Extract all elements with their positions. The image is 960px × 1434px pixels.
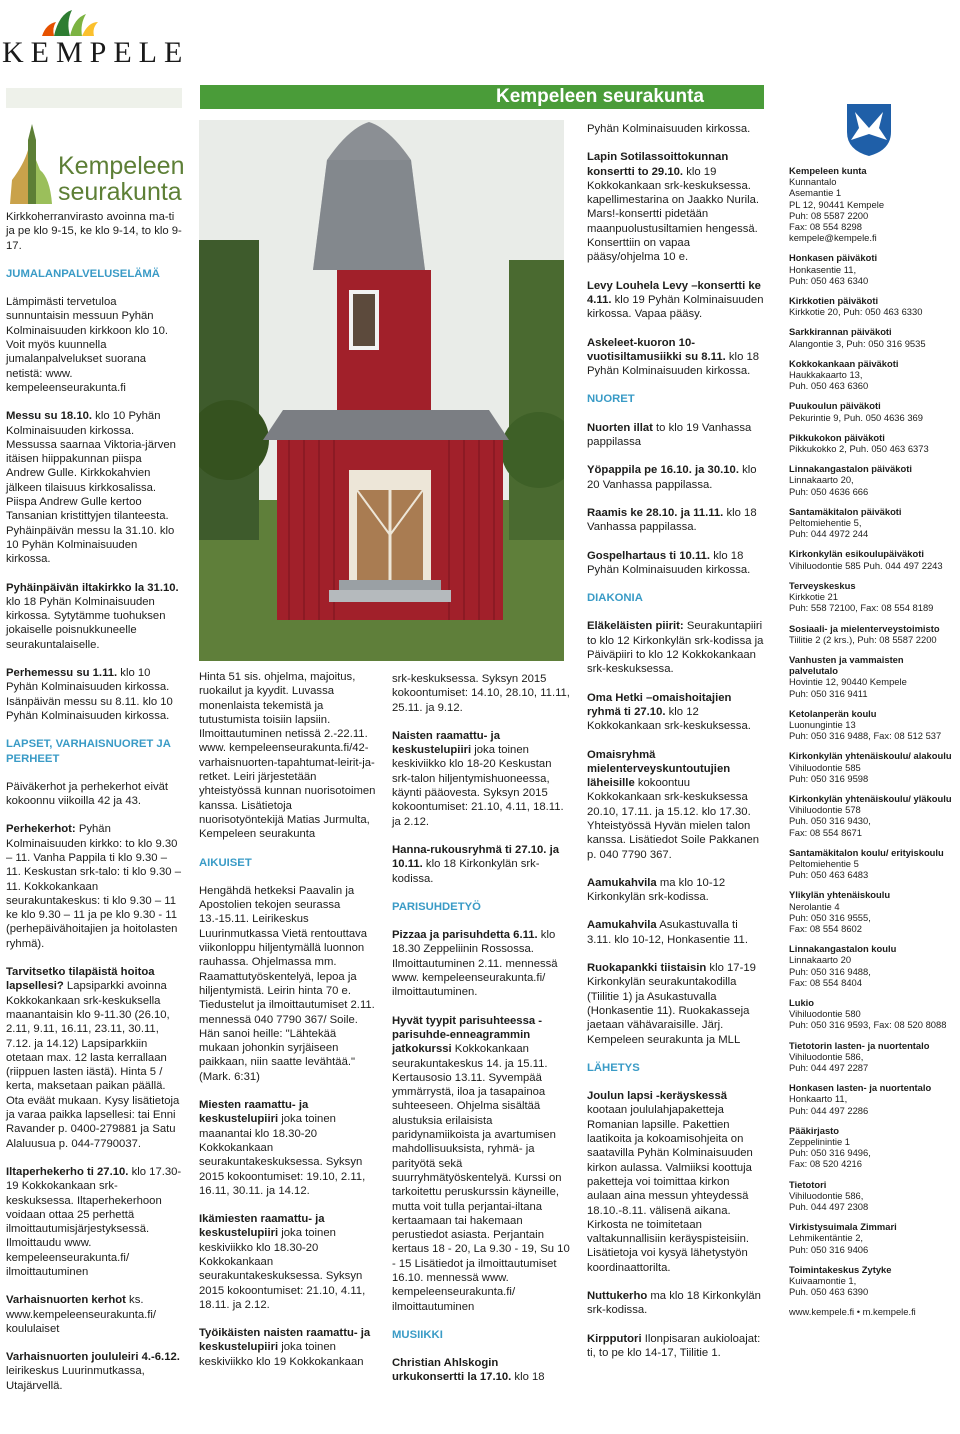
directory-entry xyxy=(789,847,955,881)
oma-hetki-title: Oma Hetki –omaishoitajien ryhmä ti 27.10. xyxy=(587,691,732,718)
directory-entry-line: Vihiluodontie 580 xyxy=(789,1008,861,1020)
directory-entry-line: Fax: 08 554 8671 xyxy=(789,826,862,838)
seurakunta-logo-line2: seurakunta xyxy=(58,178,182,206)
hyvat-tyypit-item xyxy=(392,1014,570,1314)
directory-entry-line: Puh: 050 316 9406 xyxy=(789,1243,869,1255)
aamukahvila-2-title: Aamukahvila xyxy=(587,919,657,932)
kirpputori-text: Ilonpisaran aukioloajat: ti, to pe klo 14-17, Tiilitie 1. xyxy=(587,1332,761,1359)
directory-entry-line: Puh: 050 4636 666 xyxy=(789,485,869,497)
ruokapankki-item xyxy=(587,961,765,1047)
nuorten-illat-title: Nuorten illat xyxy=(587,421,653,434)
hanna-title: Hanna-rukousryhmä ti 27.10. ja 10.11. xyxy=(392,843,560,871)
directory-entry-title: Vanhusten ja vammaisten palvelutalo xyxy=(789,653,904,677)
heading-musiikki: MUSIIKKI xyxy=(392,1328,443,1341)
messu-item xyxy=(6,409,182,566)
column-2 xyxy=(199,670,377,1383)
gospel-item xyxy=(587,549,765,578)
directory-entry-line: Hovintie 12, 90440 Kempele xyxy=(789,676,907,688)
leiri-info-text: Hinta 51 sis. ohjelma, majoitus, ruokailut ja kyydit. Luvassa monenlaista tekemistä ja tutustumista toisiin lapsiin. Ilmoittautuminen netissä 2.-22.11. www. kempeleenseurakunta.fi/42-varhaisnuorten-tapahtumat-leirit-ja-retket. Leiri järjestetään yhteistyössä kunnan nuorisotoimen kanssa. Lisätietoja nuorisotyöntekijä Matias Jurmulta, Kempeleen seurakunta xyxy=(199,671,376,841)
lapin-title: Lapin Sotilassoittokunnan konsertti to 29.10. xyxy=(587,151,729,178)
directory-entry-title: Lukio xyxy=(789,996,814,1008)
directory-entry-title: Honkasen lasten- ja nuortentalo xyxy=(789,1082,932,1094)
directory-entry-line: Fax: 08 554 8404 xyxy=(789,976,862,988)
directory-entry-line: Alangontie 3, Puh: 050 316 9535 xyxy=(789,337,926,349)
pizza-text: klo 18.30 Zeppeliinin Rossossa. Ilmoittautuminen 2.11. mennessä www. kempeleenseurakunta.fi/ ilmoittautuminen. xyxy=(392,929,558,999)
directory-entry-line: Pekurintie 9, Puh. 050 4636 369 xyxy=(789,411,923,423)
lapin-text: klo 19 Kokkokankaan srk-keskuksessa. kapellimestarina on Jaakko Nurila. Mars!-konsertti pidetään maanpuolustusiltamien hengessä. Konserttiin on vapaa pääsy/ohjelma 10 e. xyxy=(587,165,760,264)
directory-entry-line: Vihiluodontie 585 xyxy=(789,761,861,773)
directory-entry-line: Puh: 044 497 2286 xyxy=(789,1104,869,1116)
omaisryhma-text: kokoontuu Kokkokankaan srk-keskuksessa 20.10, 17.11. ja 15.12. klo 17.30. Yhteistyössä Hyvän mielen talon kanssa. Lisätiedot Soile Pakkanen p. 040 7790 367. xyxy=(587,777,760,861)
heading-lahetys: LÄHETYS xyxy=(587,1061,640,1074)
varhaisnuorten-kerhot-title: Varhaisnuorten kerhot xyxy=(6,1294,126,1307)
directory-entry-line: Zeppelinintie 1 xyxy=(789,1136,850,1148)
kirpputori-title: Kirpputori xyxy=(587,1332,642,1345)
directory-entry-line: Puh: 558 72100, Fax: 08 554 8189 xyxy=(789,602,934,614)
directory-entry-title: Santamäkitalon päiväkoti xyxy=(789,505,902,517)
directory-entry-title: Santamäkitalon koulu/ erityiskoulu xyxy=(789,846,944,858)
oma-hetki-text: klo 12 Kokkokankaan srk-keskuksessa. xyxy=(587,705,751,733)
urkukonsertti-item xyxy=(392,1356,570,1385)
hyvat-tyypit-text: Kokkokankaan seurakuntakeskus 14. ja 15.11. Kertausosio 13.11. Syvempää ymmärrystä, iloa ja tasapainoa suhteeseen. Ohjelma sisältää alustuksia erilaisista paridynamiikoista ja avartumisen mahdollisuuksista, ryhmä- ja parityötä sekä suurryhmätyöskentelyä. Kurssi on tarkoitettu peruskurssin käyneille, mutta voit tulla perjantai-iltana kertaamaan tai hakemaan perustiedot asiasta. Perjantain kertaus 18 - 20, La 9.30 - 19, Su 10 - 15 Lisätiedot ja ilmoittautumiset 16.10. mennessä www. kempeleenseurakunta.fi/ ilmoittautuminen xyxy=(392,1043,570,1313)
miesten-piiri-text: joka toinen maanantai klo 18.30-20 Kokkokankaan seurakuntakeskuksessa. Syksyn 2015 kokoontumiset: 19.10, 2.11, 16.11, 30.11. ja 14.12. xyxy=(199,1113,366,1197)
directory-entry xyxy=(789,708,955,742)
directory-entry-line: Tiilitie 2 (2 krs.), Puh: 08 5587 2200 xyxy=(789,633,937,645)
nuorten-illat-item xyxy=(587,421,765,450)
tyoikaisten-piiri-item xyxy=(199,1326,377,1369)
directory-entry-line: Puh: 050 316 9496, xyxy=(789,1147,871,1159)
joulun-lapsi-title: Joulun lapsi -keräyskessä xyxy=(587,1090,728,1103)
directory-entry-title: Pikkukokon päiväkoti xyxy=(789,431,885,443)
joulun-lapsi-text: kootaan joululahjapaketteja Romanian lapsille. Pakettien laatikoita ja kokoamisohjeita on saatavilla Pyhän Kolminaisuuden kirkon aulassa. Valmiiksi koottuja paketteja voi toimittaa kirkon aulaan aina messun yhteydessä 18.10.-8.11. välisenä aikana. Kirkosta ne toimitetaan valtakunnallisiin keräyspisteisiin. Lisätietoja voi kysyä lähetystyön koordinaattorilta. xyxy=(587,1104,753,1274)
nuorten-illat-text: to klo 19 Vanhassa pappilassa xyxy=(587,421,752,449)
directory-entry xyxy=(789,1125,955,1170)
heading-diakonia: DIAKONIA xyxy=(587,592,643,605)
yopappila-item xyxy=(587,463,765,492)
directory-entry-title: Ketolanperän koulu xyxy=(789,707,877,719)
directory-entry-line: Linnakaarto 20, xyxy=(789,474,854,486)
directory-entry xyxy=(789,1221,955,1255)
heading-parisuhdetyo: PARISUHDETYÖ xyxy=(392,900,481,913)
directory-entry-title: Kirkonkylän esikoulupäiväkoti xyxy=(789,548,924,560)
directory-entry xyxy=(789,623,955,645)
tyoikaisten-piiri-text: joka toinen keskiviikko klo 19 Kokkokankaan xyxy=(199,1341,364,1368)
omaisryhma-title: Omaisryhmä mielenterveyskuntoutujien läheisille xyxy=(587,748,731,790)
directory-entry-title: Kokkokankaan päiväkoti xyxy=(789,357,899,369)
contact-directory xyxy=(789,165,955,1327)
iltaperhekerho-item xyxy=(6,1165,182,1279)
hanna-text: klo 18 Kirkonkylän srk-kodissa. xyxy=(392,858,540,885)
directory-entry xyxy=(789,400,955,422)
directory-entry-line: Linnakaarto 20 xyxy=(789,954,852,966)
header-strip xyxy=(6,88,182,108)
directory-entry-title: Kirkonkylän yhtenäiskoulu/ alakoulu xyxy=(789,750,952,762)
directory-entry-line: Vihiluodontie 586, xyxy=(789,1189,864,1201)
perhemessu-title: Perhemessu su 1.11. xyxy=(6,667,118,680)
directory-entry-line: Puh: 050 316 9593, Fax: 08 520 8088 xyxy=(789,1019,947,1031)
heading-aikuiset: AIKUISET xyxy=(199,856,252,869)
directory-entry-line: Honkaarto 11, xyxy=(789,1093,848,1105)
directory-entry-title: Linnakangastalon päiväkoti xyxy=(789,463,912,475)
naisten-piiri-text: joka toinen keskiviikko klo 18-20 Keskustan srk-talon hiljentymishuoneessa, käynti pääovesta. Syksyn 2015 kokoontumiset: 21.10, 4.11, 18.11. ja 2.12. xyxy=(392,744,564,828)
directory-entry-line: PL 12, 90441 Kempele xyxy=(789,198,885,210)
kokoontumiset-text: srk-keskuksessa. Syksyn 2015 kokoontumiset: 14.10, 28.10, 11.11, 25.11. ja 9.12. xyxy=(392,673,570,714)
directory-entry-title: Puukoulun päiväkoti xyxy=(789,400,881,412)
column-4 xyxy=(587,122,765,1374)
directory-entry-line: Puh. 050 316 9430, xyxy=(789,815,871,827)
directory-entry-line: Pikkukokko 2, Puh. 050 463 6373 xyxy=(789,443,929,455)
directory-entry-line: Puh. 050 463 6390 xyxy=(789,1286,869,1298)
directory-entry xyxy=(789,889,955,934)
aamukahvila-1-text: ma klo 10-12 Kirkonkylän srk-kodissa. xyxy=(587,876,726,904)
hyvat-tyypit-title: Hyvät tyypit parisuhteessa - parisuhde-enneagrammin jatkokurssi xyxy=(392,1014,543,1056)
directory-entry xyxy=(789,943,955,988)
directory-entry-title: Kirkkotien päiväkoti xyxy=(789,295,879,307)
aamukahvila-2-text: Asukastuvalla ti 3.11. klo 10-12, Honkasentie 11. xyxy=(587,919,748,946)
directory-entry-line: Puh: 050 316 9598 xyxy=(789,772,869,784)
directory-entry-line: kempele@kempele.fi xyxy=(789,232,877,244)
elakelaiset-item xyxy=(587,619,765,676)
perhemessu-text: klo 10 Pyhän Kolminaisuuden kirkossa. Isänpäivän messu su 8.11. klo 10 Pyhän Kolminaisuuden kirkossa. xyxy=(6,667,173,722)
urkukonsertti-text: klo 18 xyxy=(511,1371,545,1384)
office-hours-text: Kirkkoherranvirasto avoinna ma-ti ja pe klo 9-15, ke klo 9-14, to klo 9-17. xyxy=(6,211,182,252)
ikamiesten-piiri-title: Ikämiesten raamattu- ja keskustelupiiri xyxy=(199,1213,325,1240)
levy-title: Levy Louhela Levy –konsertti ke 4.11. xyxy=(587,279,761,306)
gospel-title: Gospelhartaus ti 10.11. xyxy=(587,549,711,562)
directory-entry xyxy=(789,1264,955,1298)
miesten-piiri-item xyxy=(199,1098,377,1198)
directory-entry-line: Fax: 08 554 8602 xyxy=(789,922,862,934)
directory-entry-line: Luonungintie 13 xyxy=(789,718,856,730)
directory-entry xyxy=(789,1179,955,1213)
kempele-crest-icon xyxy=(845,102,893,163)
heading-lapset: LAPSET, VARHAISNUORET JA PERHEET xyxy=(6,738,171,765)
naisten-piiri-item xyxy=(392,729,570,829)
elakelaiset-title: Eläkeläisten piirit: xyxy=(587,620,684,633)
website-footer[interactable]: www.kempele.fi • m.kempele.fi xyxy=(789,1306,916,1318)
column-1 xyxy=(6,210,182,1407)
nuttukerho-text: ma klo 18 Kirkonkylän srk-kodissa. xyxy=(587,1290,761,1317)
ikamiesten-piiri-text: joka toinen keskiviikko klo 18.30-20 Kokkokankaan seurakuntakeskuksessa. Syksyn 2015 kokoontumiset: 21.10, 4.11, 18.11. ja 2.12. xyxy=(199,1227,366,1311)
miesten-piiri-title: Miesten raamattu- ja keskustelupiiri xyxy=(199,1099,309,1126)
directory-entry xyxy=(789,793,955,838)
directory-entry-line: Puh. 050 463 6360 xyxy=(789,380,869,392)
raamis-title: Raamis ke 28.10. ja 11.11. xyxy=(587,506,724,519)
elakelaiset-text: Seurakuntapiiri to klo 12 Kirkonkylän srk-kodissa ja Päiväpiiri to klo 12 Kokkokankaan srk-keskuksessa. xyxy=(587,620,764,676)
directory-entry xyxy=(789,326,955,348)
directory-entry-title: Pääkirjasto xyxy=(789,1124,840,1136)
directory-entry-title: Tietotorin lasten- ja nuortentalo xyxy=(789,1039,930,1051)
directory-entry xyxy=(789,1040,955,1074)
perhemessu-item xyxy=(6,666,182,723)
iltaperhekerho-title: Iltaperhekerho ti 27.10. xyxy=(6,1165,129,1178)
directory-entry-line: Puh: 050 316 9488, xyxy=(789,965,871,977)
directory-entry xyxy=(789,432,955,454)
perhekerhot-title: Perhekerhot: xyxy=(6,823,76,836)
iltakirkko-text: klo 18 Pyhän Kolminaisuuden kirkossa. Sytytämme tuohuksen jokaiselle poisnukkuneelle seurakuntalaiselle. xyxy=(6,595,166,651)
directory-entry-line: Puh: 050 316 9411 xyxy=(789,687,868,699)
seurakunta-logo xyxy=(6,120,185,210)
tyoikaisten-piiri-title: Työikäisten naisten raamattu- ja keskustelupiiri xyxy=(199,1327,371,1354)
directory-entry-title: Sosiaali- ja mielenterveystoimisto xyxy=(789,622,940,634)
directory-entry-title: Honkasen päiväkoti xyxy=(789,252,878,264)
hanna-item xyxy=(392,843,570,886)
directory-entry-title: Kempeleen kunta xyxy=(789,165,867,176)
gospel-text: klo 18 Pyhän Kolminaisuuden kirkossa. xyxy=(587,549,751,576)
directory-entry-line: Peltomiehentie 5, xyxy=(789,517,862,529)
raamis-text: klo 18 Vanhassa pappilassa. xyxy=(587,506,757,534)
directory-entry xyxy=(789,295,955,317)
askeleet-text: klo 18 Pyhän Kolminaisuuden kirkossa. xyxy=(587,350,760,378)
directory-entry-line: Puh: 044 497 2287 xyxy=(789,1062,869,1073)
directory-entry-title: Kirkonkylän yhtenäiskoulu/ yläkoulu xyxy=(789,792,952,804)
seurakunta-logo-line1: Kempeleen xyxy=(58,152,185,180)
directory-entry-line: Peltomiehentie 5 xyxy=(789,857,859,869)
jumalanpalvelus-text: Lämpimästi tervetuloa sunnuntaisin messuun Pyhän Kolminaisuuden kirkkoon klo 10. Voit myös kuunnella jumalanpalvelukset suorana netistä: www. kempeleenseurakunta.fi xyxy=(6,296,169,394)
levy-item xyxy=(587,279,765,322)
directory-entry-line: Asemantie 1 xyxy=(789,187,842,199)
pizza-item xyxy=(392,928,570,999)
tarvitsetko-item xyxy=(6,965,182,1151)
directory-entry-line: Puh. 044 497 2308 xyxy=(789,1201,869,1213)
urkukonsertti-title: Christian Ahlskogin urkukonsertti la 17.10. xyxy=(392,1357,512,1384)
directory-entry xyxy=(789,997,955,1031)
joululeiri-item xyxy=(6,1350,182,1393)
directory-entry-line: Fax: 08 554 8298 xyxy=(789,221,862,233)
directory-entry-title: Terveyskeskus xyxy=(789,579,856,591)
tarvitsetko-title: Tarvitsetko tilapäistä hoitoa lapsellesi? xyxy=(6,966,155,993)
directory-entry-line: Vihiluodontie 585 Puh. 044 497 2243 xyxy=(789,559,943,571)
church-photo xyxy=(199,120,564,661)
nuttukerho-title: Nuttukerho xyxy=(587,1290,648,1302)
yopappila-text: klo 20 Vanhassa pappilassa. xyxy=(587,464,757,491)
directory-entry-line: Kirkkotie 20, Puh: 050 463 6330 xyxy=(789,306,923,318)
aikuiset-text: Hengähdä hetkeksi Paavalin ja Apostolien tekojen seurassa 13.-15.11. Leirikeskus Luurinmutkassa Vietä rentouttava viikonloppu hiljentymällä luonnon rauhassa. Ohjelmassa mm. Raamattutyöskentelyä, lepoa ja hiljentymistä. Leirin hinta 70 e. Tiedustelut ja ilmoittautumiset 2.11. mennessä 040 7790 367/ Soile. Hän sanoi heille: "Lähtekää mukaan johonkin syrjäiseen paikkaan, niin saatte levähtää." (Mark. 6:31) xyxy=(199,884,375,1083)
section-banner xyxy=(200,85,764,109)
directory-entry-line: Puh: 050 463 6483 xyxy=(789,869,869,881)
raamis-item xyxy=(587,506,765,535)
directory-entry-title: Linnakangastalon koulu xyxy=(789,943,897,955)
directory-entry xyxy=(789,580,955,614)
directory-entry-line: Honkasentie 11, xyxy=(789,263,857,275)
iltaperhekerho-text: klo 17.30-19 Kokkokankaan srk-keskuksessa. Iltaperhekerhoon voidaan ottaa 25 perhettä ilmoittautumisjärjestyksessä. Ilmoittaudu www. kempeleenseurakunta.fi/ ilmoittautuminen xyxy=(6,1165,182,1278)
varhaisnuorten-kerhot-item xyxy=(6,1293,182,1336)
oma-hetki-item xyxy=(587,691,765,734)
askeleet-item xyxy=(587,336,765,379)
directory-entry-title: Toimintakeskus Zytyke xyxy=(789,1263,892,1275)
ruokapankki-text: klo 17-19 Kirkonkylän seurakuntakodilla (Tiilitie 1) ja Asukastuvalla (Honkasentie 11). Ruokakasseja jaetaan vähävaraisille. Järj. Kempeleen seurakunta ja MLL xyxy=(587,962,756,1046)
directory-entry-line: Vihiluodontie 578 xyxy=(789,804,861,816)
heading-jumalanpalveluselama: JUMALANPALVELUSELÄMÄ xyxy=(6,267,160,280)
directory-entry-line: Lehmikentäntie 2, xyxy=(789,1232,864,1244)
yopappila-title: Yöpappila pe 16.10. ja 30.10. xyxy=(587,464,739,477)
perhekerhot-item xyxy=(6,822,182,951)
directory-entry-title: Tietotori xyxy=(789,1178,827,1190)
directory-entry-title: Ylikylän yhtenäiskoulu xyxy=(789,889,891,901)
directory-entry xyxy=(789,165,955,243)
aamukahvila-1-title: Aamukahvila xyxy=(587,876,657,889)
aamukahvila-1-item xyxy=(587,876,765,905)
lapset-text: Päiväkerhot ja perhekerhot eivät kokoonnu viikoilla 42 ja 43. xyxy=(6,780,169,808)
directory-entry xyxy=(789,654,955,699)
brand-wordmark: KEMPELE xyxy=(2,36,190,69)
directory-entry-line: Vihiluodontie 586, xyxy=(789,1050,864,1062)
directory-entry-title: Virkistysuimala Zimmari xyxy=(789,1221,897,1233)
banner-title: Kempeleen seurakunta xyxy=(495,86,704,107)
naisten-piiri-title: Naisten raamattu- ja keskustelupiiri xyxy=(392,729,500,757)
directory-entry-line: Puh: 050 316 9555, xyxy=(789,911,871,923)
directory-entry-line: Haukkakaarto 13, xyxy=(789,369,863,381)
lapin-item xyxy=(587,150,765,264)
directory-entry xyxy=(789,1082,955,1116)
nuttukerho-item xyxy=(587,1289,765,1318)
joulun-lapsi-item xyxy=(587,1089,765,1275)
varhaisnuorten-kerhot-text: ks. www.kempeleenseurakunta.fi/ koululaiset xyxy=(6,1294,157,1335)
perhekerhot-text: Pyhän Kolminaisuuden kirkko: to klo 9.30 – 11. Vanha Pappila ti klo 9.30 – 11. Keskustan srk-talo: ti klo 9.30 – 11. Kokkokankaan seurakuntakeskus: ti klo 9.30 – 11 ke klo 9.30 – 11 ja pe klo 9.30 - 11 (perhepäivähoitajien ja hoitolasten ryhmä). xyxy=(6,823,181,950)
directory-entry-line: Kunnantalo xyxy=(789,176,837,188)
directory-entry xyxy=(789,358,955,392)
directory-entry-line: Puh: 050 463 6340 xyxy=(789,274,869,286)
directory-entry-line: Fax: 08 520 4216 xyxy=(789,1158,862,1170)
directory-entry-title: Sarkkirannan päiväkoti xyxy=(789,326,892,338)
iltakirkko-title: Pyhäinpäivän iltakirkko la 31.10. xyxy=(6,581,179,594)
directory-entry xyxy=(789,548,955,570)
directory-entry-line: Puh: 08 5587 2200 xyxy=(789,209,869,221)
askeleet-title: Askeleet-kuoron 10-vuotisiltamusiikki su 8.11. xyxy=(587,336,726,363)
directory-entry-line: Puh: 050 316 9488, Fax: 08 512 537 xyxy=(789,730,942,742)
directory-entry-line: Kuivaamontie 1, xyxy=(789,1275,857,1287)
heading-nuoret: NUORET xyxy=(587,393,635,406)
aamukahvila-2-item xyxy=(587,918,765,947)
directory-entry xyxy=(789,750,955,784)
urkukonsertti-continued: Pyhän Kolminaisuuden kirkossa. xyxy=(587,123,751,135)
directory-entry xyxy=(789,463,955,497)
ruokapankki-title: Ruokapankki tiistaisin xyxy=(587,962,707,975)
column-3 xyxy=(392,672,570,1399)
messu-title: Messu su 18.10. xyxy=(6,410,93,423)
tarvitsetko-text: Lapsiparkki avoinna Kokkokankaan srk-keskuksella maanantaisin klo 9-11.30 (26.10, 2.11, 9.11, 16.11, 23.11, 30.11, 7.12. ja 14.12) Lapsiparkkiin otetaan max. 12 lasta kerrallaan (riippuen lasten iästä). Hinta 5 / kerta, maksetaan paikan päällä. Ota eväät mukaan. Kysy lisätietoja ja varaa paikka lapsellesi: tai Enni Ravander p. 0400-279881 ja Satu Alaluusua p. 044-7790037. xyxy=(6,980,180,1150)
pizza-title: Pizzaa ja parisuhdetta 6.11. xyxy=(392,929,538,942)
directory-entry xyxy=(789,252,955,286)
levy-text: klo 19 Pyhän Kolminaisuuden kirkossa. Vapaa pääsy. xyxy=(587,293,764,321)
ikamiesten-piiri-item xyxy=(199,1212,377,1312)
directory-entry xyxy=(789,506,955,540)
directory-entry-line: Nerolantie 4 xyxy=(789,900,840,912)
joululeiri-text: leirikeskus Luurinmutkassa, Utajärvellä. xyxy=(6,1365,145,1392)
kirpputori-item xyxy=(587,1332,765,1361)
directory-entry-line: Kirkkotie 21 xyxy=(789,591,838,603)
iltakirkko-item xyxy=(6,581,182,652)
omaisryhma-item xyxy=(587,748,765,862)
messu-text: klo 10 Pyhän Kolminaisuuden kirkossa. Messussa saarnaa Viktoria-järven itäisen hiippakunnan piispa Andrew Gulle. Kirkkokahvien jälkeen tilaisuus kirkkosalissa. Piispa Andrew Gulle kertoo Tansanian kristittyjen tilanteesta. Pyhäinpäivän messu la 31.10. klo 10 Pyhän Kolminaisuuden kirkossa. xyxy=(6,410,176,566)
joululeiri-title: Varhaisnuorten joululeiri 4.-6.12. xyxy=(6,1351,180,1364)
directory-entry-line: Puh: 044 4972 244 xyxy=(789,528,869,540)
